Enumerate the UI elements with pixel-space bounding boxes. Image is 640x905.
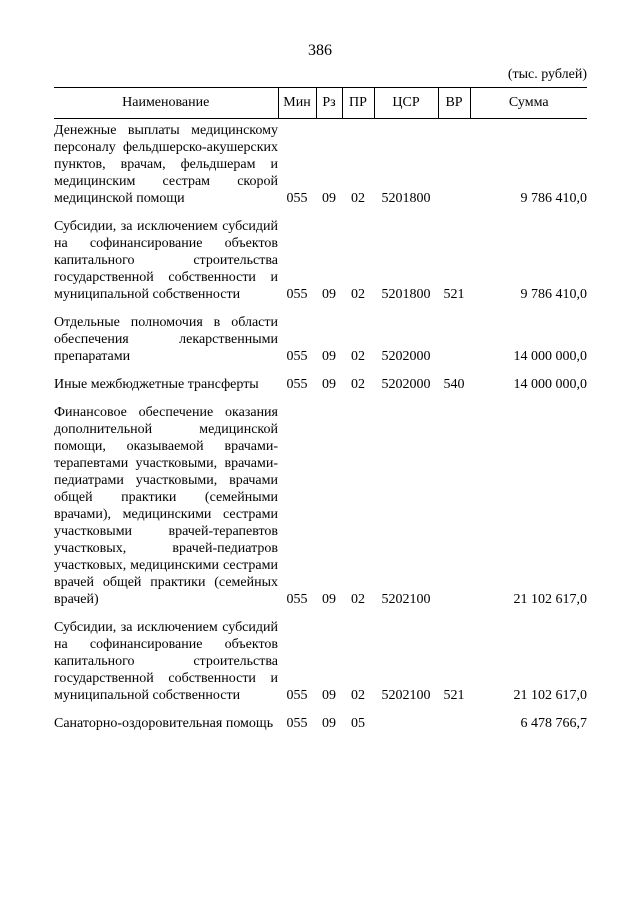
row-min: 055 <box>286 349 308 364</box>
table-row <box>54 311 587 365</box>
row-sum: 9 786 410,0 <box>520 287 587 302</box>
header-row <box>54 88 587 119</box>
row-name: Финансовое обеспечение оказания дополнительной медицинской помощи, оказываемой врачами-терапевтами участковыми, врачами-педиатрами участковыми, врачами общей практики (семейными врачами), медицинскими сестрами участковыми врачей-терапевтов участковых, врачей-педиатров участковых, медицинскими сестрами врачей общей практики (семейных врачей) <box>54 405 278 607</box>
table-row <box>54 616 587 704</box>
row-pr: 02 <box>351 287 365 302</box>
row-rz: 09 <box>322 688 336 703</box>
row-name: Санаторно-оздоровительная помощь <box>54 716 274 731</box>
row-rz: 09 <box>322 716 336 731</box>
row-pr: 02 <box>351 377 365 392</box>
row-vr: 540 <box>443 377 465 392</box>
row-sum: 21 102 617,0 <box>513 688 587 703</box>
row-min: 055 <box>286 191 308 206</box>
row-min: 055 <box>286 287 308 302</box>
header-pr: ПР <box>342 88 374 119</box>
header-name: Наименование <box>54 88 278 119</box>
row-pr: 02 <box>351 191 365 206</box>
table-row <box>54 712 587 732</box>
row-min: 055 <box>286 716 308 731</box>
row-sum: 21 102 617,0 <box>513 592 587 607</box>
row-sum: 6 478 766,7 <box>520 716 587 731</box>
row-min: 055 <box>286 377 308 392</box>
row-pr: 02 <box>351 349 365 364</box>
header-rz: Рз <box>316 88 342 119</box>
row-rz: 09 <box>322 377 336 392</box>
units-label: (тыс. рублей) <box>507 67 587 82</box>
row-name: Субсидии, за исключением субсидий на софинансирование объектов капитального строительства государственной собственности и муниципальной собственности <box>54 219 278 302</box>
row-sum: 9 786 410,0 <box>520 191 587 206</box>
table-row <box>54 119 587 208</box>
row-rz: 09 <box>322 287 336 302</box>
row-name: Денежные выплаты медицинскому персоналу фельдшерско-акушерских пунктов, врачам, фельдшерам и медицинским сестрам скорой медицинской помощи <box>54 123 278 206</box>
row-csr: 5201800 <box>381 191 431 206</box>
row-vr <box>438 712 470 732</box>
row-name: Отдельные полномочия в области обеспечения лекарственными препаратами <box>54 315 278 364</box>
row-pr: 05 <box>351 716 365 731</box>
header-vr: ВР <box>438 88 470 119</box>
row-sum: 14 000 000,0 <box>513 349 587 364</box>
header-sum: Сумма <box>470 88 587 119</box>
row-csr: 5202100 <box>381 688 431 703</box>
row-csr: 5202100 <box>381 592 431 607</box>
row-csr: 5201800 <box>381 287 431 302</box>
header-csr: ЦСР <box>374 88 438 119</box>
row-vr <box>438 311 470 365</box>
row-min: 055 <box>286 592 308 607</box>
table-body <box>54 119 587 733</box>
table-row <box>54 401 587 608</box>
table-row <box>54 215 587 303</box>
budget-table <box>54 87 587 732</box>
row-rz: 09 <box>322 349 336 364</box>
row-vr: 521 <box>443 287 465 302</box>
page-number: 386 <box>308 42 332 59</box>
row-csr: 5202000 <box>381 349 431 364</box>
row-name: Иные межбюджетные трансферты <box>54 377 259 392</box>
row-vr: 521 <box>443 688 465 703</box>
row-min: 055 <box>286 688 308 703</box>
header-min: Мин <box>278 88 316 119</box>
row-name: Субсидии, за исключением субсидий на софинансирование объектов капитального строительства государственной собственности и муниципальной собственности <box>54 620 278 703</box>
table-header <box>54 88 587 119</box>
row-rz: 09 <box>322 191 336 206</box>
row-csr: 5202000 <box>381 377 431 392</box>
row-vr <box>438 119 470 208</box>
row-sum: 14 000 000,0 <box>513 377 587 392</box>
row-rz: 09 <box>322 592 336 607</box>
row-csr <box>374 712 438 732</box>
row-vr <box>438 401 470 608</box>
row-pr: 02 <box>351 688 365 703</box>
row-pr: 02 <box>351 592 365 607</box>
table-row <box>54 373 587 393</box>
